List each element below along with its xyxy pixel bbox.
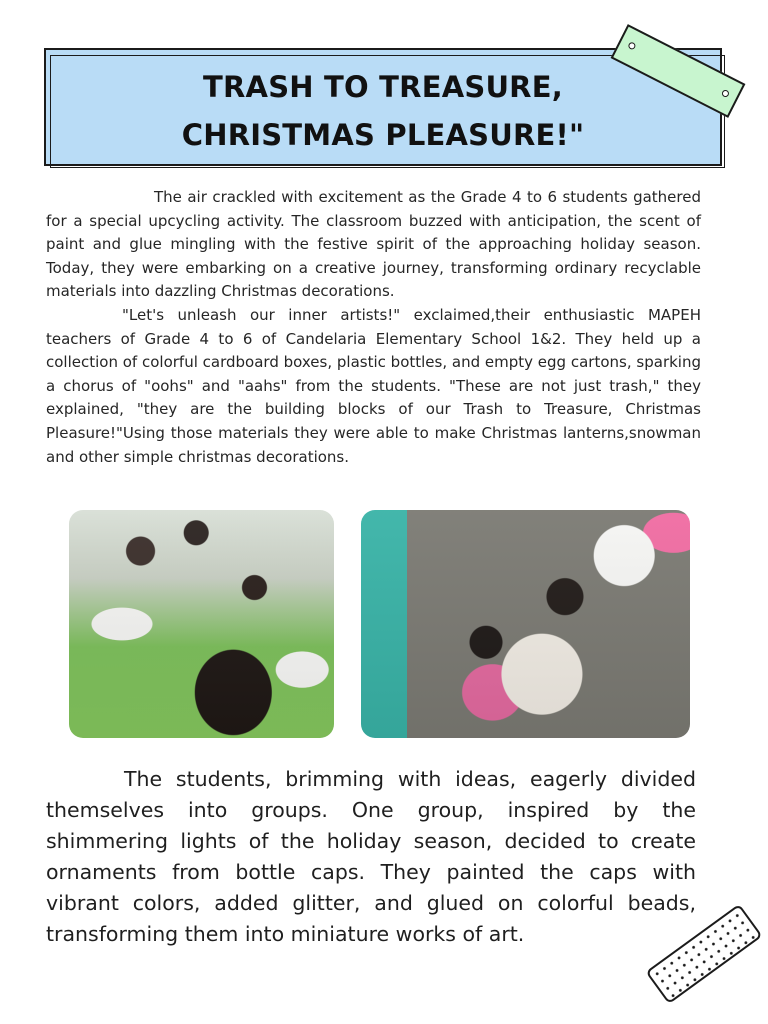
article-body bbox=[46, 764, 696, 950]
photo-students-crafting-table bbox=[69, 510, 334, 738]
article-intro bbox=[46, 186, 701, 469]
title-banner bbox=[44, 48, 722, 166]
title-line-2: CHRISTMAS PLEASURE!" bbox=[181, 118, 585, 152]
paragraph-2: "Let's unleash our inner artists!" exclaimed,their enthusiastic MAPEH teachers of Grade 4 to 6 of Candelaria Elementary School 1&2. They held up a collection of colorful cardboard boxes, plastic bottles, and empty egg cartons, sparking a chorus of "oohs" and "aahs" from the students. "These are not just trash," they explained, "they are the building blocks of our Trash to Treasure, Christmas Pleasure!"Using those materials they were able to make Christmas lanterns,snowman and other simple christmas decorations. bbox=[46, 305, 701, 466]
paragraph-1: The air crackled with excitement as the Grade 4 to 6 students gathered for a special upcycling activity. The classroom buzzed with anticipation, the scent of paint and glue mingling with the festive spirit of the approaching holiday season. Today, they were embarking on a creative journey, transforming ordinary recyclable materials into dazzling Christmas decorations. bbox=[46, 188, 701, 301]
paragraph-3: The students, brimming with ideas, eagerly divided themselves into groups. One group, inspired by the shimmering lights of the holiday season, decided to create ornaments from bottle caps. They painted the caps with vibrant colors, added glitter, and glued on colorful beads, transforming them into miniature works of art. bbox=[46, 767, 696, 946]
page-title bbox=[46, 63, 720, 159]
photo-students-making-decoration bbox=[361, 510, 690, 738]
title-line-1: TRASH TO TREASURE, bbox=[203, 70, 563, 104]
